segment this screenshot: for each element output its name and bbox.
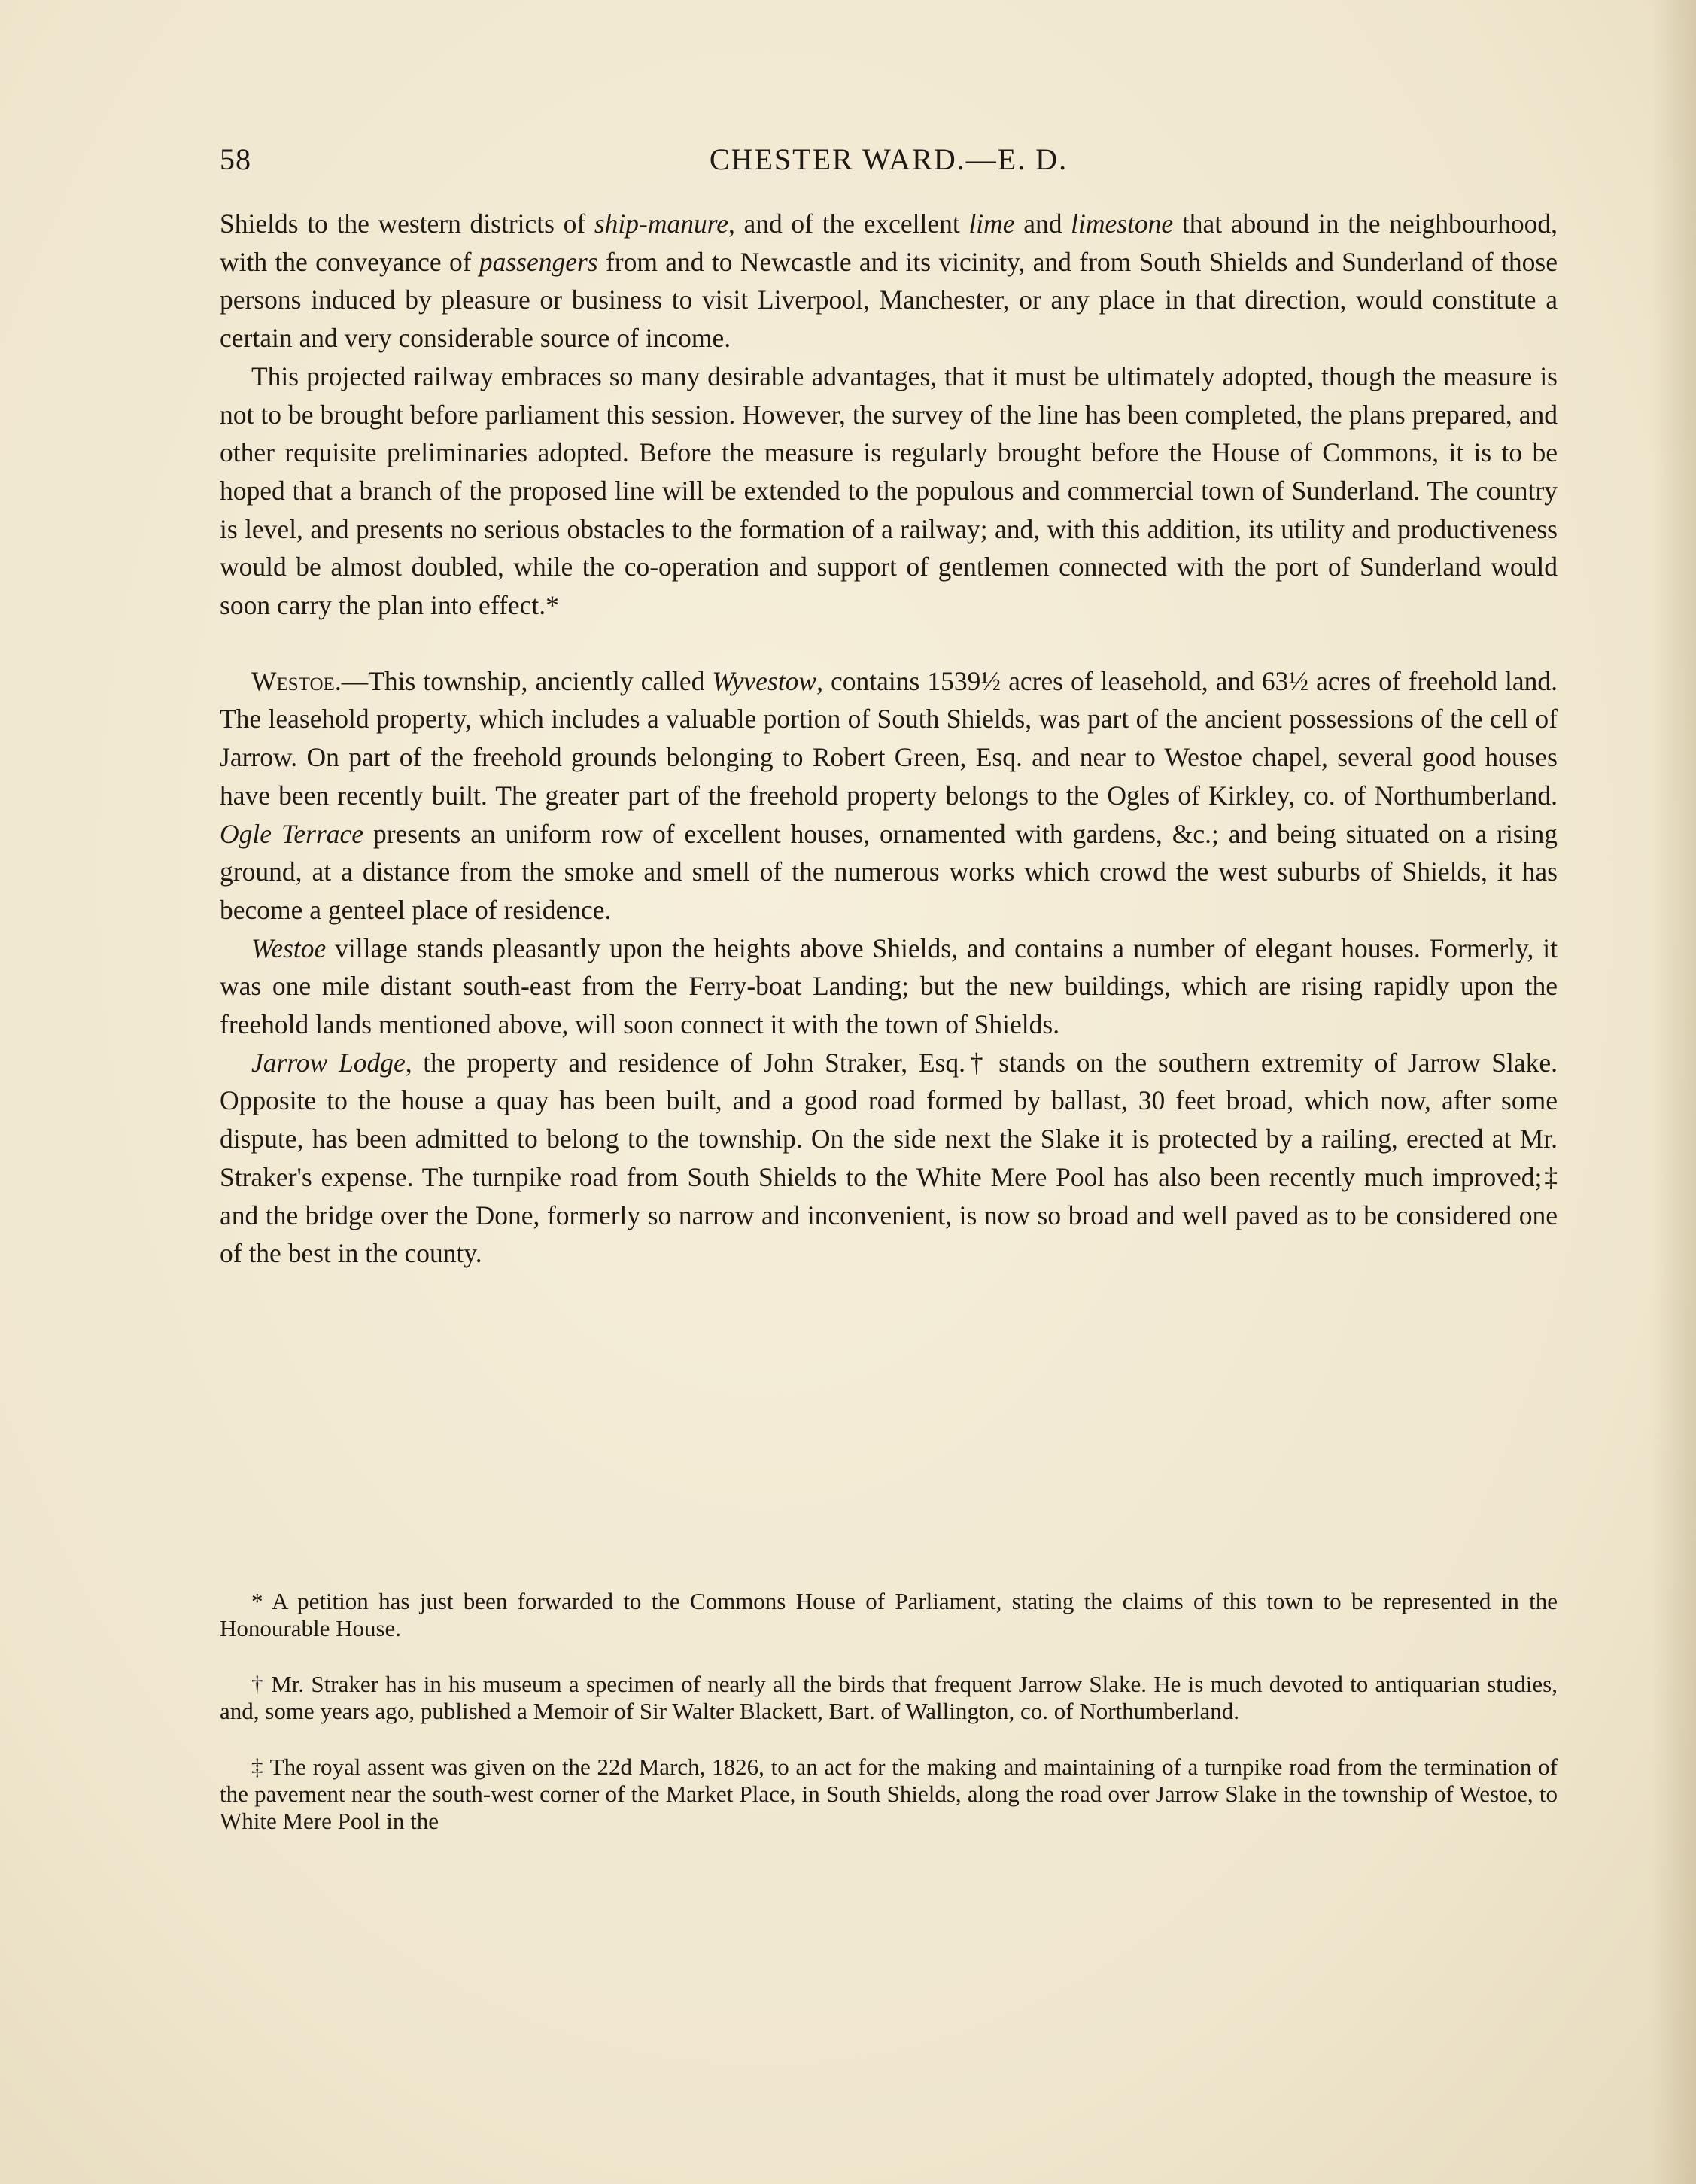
paragraph-railway-revenue [220,205,1558,357]
text-run: presents an uniform row of excellent houses, ornamented with gardens, &c.; and being situated on a rising ground, at a distance from the smoke and smell of the numerous works which crowd the west suburbs of Shields, it has become a genteel place of residence. [220,818,1558,925]
footnote-asterisk: * A petition has just been forwarded to the Commons House of Parliament, stating the claims of this town to be represented in the Honourable House. [220,1588,1558,1641]
text-run: village stands pleasantly upon the heights above Shields, and contains a number of elegant houses. Formerly, it was one mile distant south-east from the Ferry-boat Landing; but the new buildings, which are rising rapidly upon the freehold lands mentioned above, will soon connect it with the town of Shields. [220,932,1558,1040]
italic-text: limestone [1071,208,1174,239]
running-head: CHESTER WARD.—E. D. [709,142,1068,176]
section-heading-westoe: Westoe [251,665,335,696]
text-run: Shields to the western districts of [220,208,594,239]
text-run: , contains 1539½ acres of leasehold, and 63½ acres of freehold land. The leasehold property, which includes a valuable portion of South Shields, was part of the ancient possessions of the cell of Jarrow. On part of the freehold grounds belonging to Robert Green, Esq. and near to Westoe chapel, several good houses have been recently built. The greater part of the freehold property belongs to the Ogles of Kirkley, co. of Northumberland. [220,665,1558,811]
section-spacer [220,625,1558,662]
footnote-dagger: † Mr. Straker has in his museum a specimen of nearly all the birds that frequent Jarrow Slake. He is much devoted to antiquarian studies, and, some years ago, published a Memoir of Sir Walter Blackett, Bart. of Wallington, co. of Northumberland. [220,1671,1558,1724]
text-run: .—This township, anciently called [334,665,713,696]
italic-text: ship-manure [594,208,728,239]
text-run: from and to Newcastle and its vicinity, and from South Shields and Sunderland of those persons induced by pleasure or business to visit Liverpool, Manchester, or any place in that direction, would constitute a certain and very considerable source of income. [220,246,1558,354]
page-number: 58 [220,142,251,176]
page-gutter-shadow [1651,0,1696,2184]
page-header [220,141,1558,184]
footnotes [220,1588,1558,1863]
italic-text: Jarrow Lodge [251,1047,406,1078]
italic-text: Wyvestow [712,665,817,696]
italic-text: passengers [479,246,598,277]
paragraph-westoe-village [220,929,1558,1044]
body-text [220,205,1558,1273]
text-run: and [1014,208,1071,239]
text-run: , and of the excellent [728,208,969,239]
paragraph-jarrow-lodge [220,1044,1558,1273]
paragraph-westoe-township [220,662,1558,929]
italic-text: Ogle Terrace [220,818,364,849]
footnote-double-dagger: ‡ The royal assent was given on the 22d March, 1826, to an act for the making and maintaining of a turnpike road from the termination of the pavement near the south-west corner of the Market Place, in South Shields, along the road over Jarrow Slake in the township of Westoe, to White Mere Pool in the [220,1754,1558,1834]
paragraph-projected-railway: This projected railway embraces so many desirable advantages, that it must be ultimately adopted, though the measure is not to be brought before parliament this session. However, the survey of the line has been completed, the plans prepared, and other requisite preliminaries adopted. Before the measure is regularly brought before the House of Commons, it is to be hoped that a branch of the proposed line will be extended to the populous and commercial town of Sunderland. The country is level, and presents no serious obstacles to the formation of a railway; and, with this addition, its utility and productiveness would be almost doubled, while the co-operation and support of gentlemen connected with the port of Sunderland would soon carry the plan into effect.* [220,360,1558,621]
text-run: , the property and residence of John Straker, Esq.† stands on the southern extremity of Jarrow Slake. Opposite to the house a quay has been built, and a good road formed by ballast, 30 feet broad, which now, after some dispute, has been admitted to belong to the township. On the side next the Slake it is protected by a railing, erected at Mr. Straker's expense. The turnpike road from South Shields to the White Mere Pool has also been recently much improved;‡ and the bridge over the Done, formerly so narrow and inconvenient, is now so broad and well paved as to be considered one of the best in the county. [220,1047,1558,1269]
italic-text: lime [968,208,1015,239]
italic-text: Westoe [251,932,327,963]
text-run: that abound in the neighbourhood, with the conveyance of [220,208,1558,277]
